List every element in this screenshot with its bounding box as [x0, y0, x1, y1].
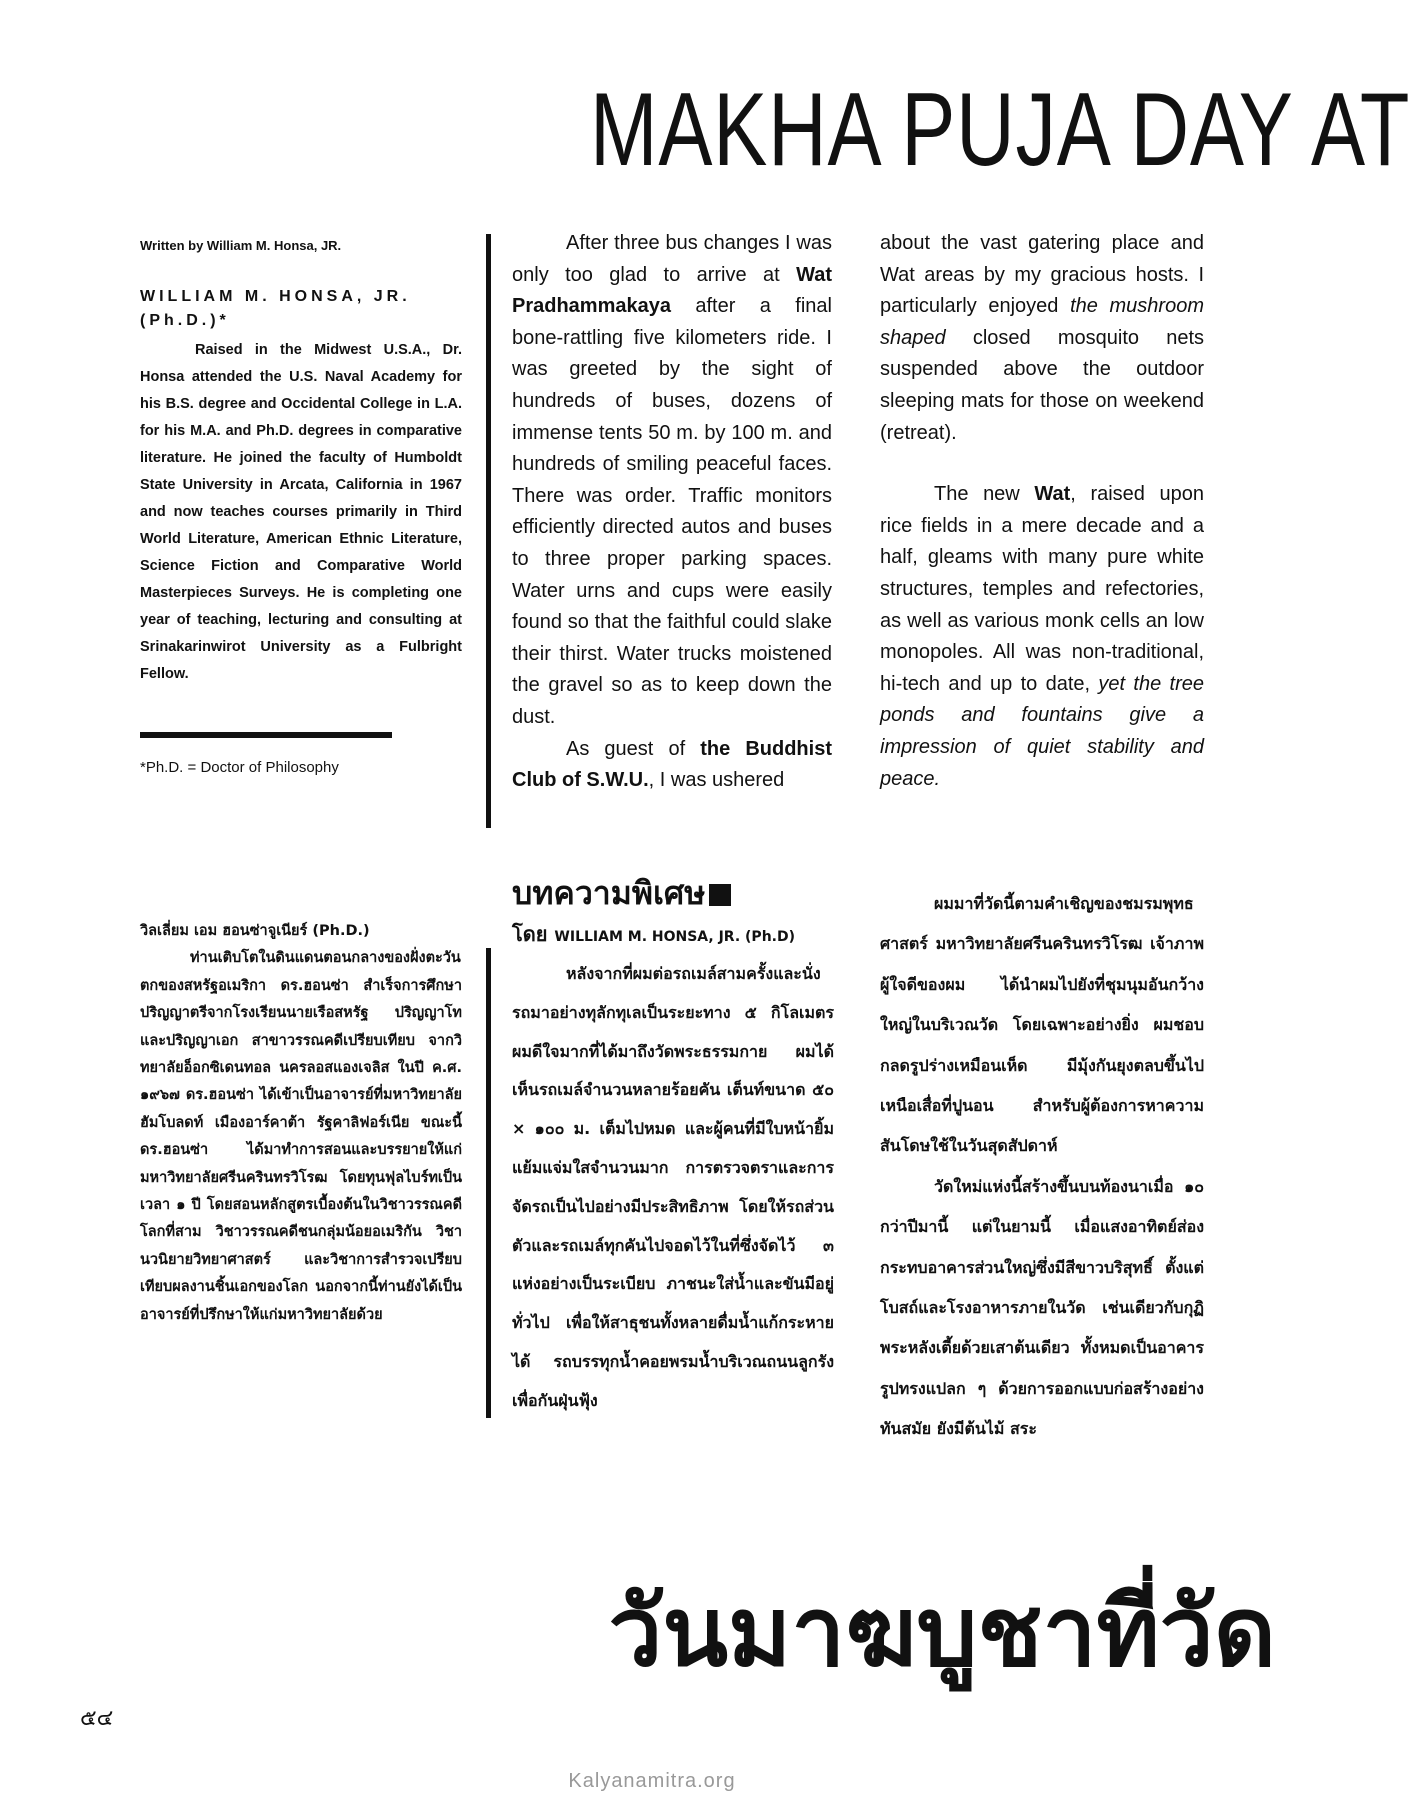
footnote: *Ph.D. = Doctor of Philosophy — [140, 759, 339, 776]
column-rule-english — [486, 234, 491, 828]
paragraph — [880, 479, 1204, 795]
footnote-divider — [140, 732, 392, 738]
paragraph — [512, 734, 832, 797]
article-column-2 — [512, 228, 832, 797]
thai-article-column-3 — [880, 884, 1204, 1450]
by-name: WILLIAM M. HONSA, JR. (Ph.D) — [554, 929, 795, 945]
by-label: โดย — [512, 922, 548, 946]
author-bio: Raised in the Midwest U.S.A., Dr. Honsa attended the U.S. Naval Academy for his B.S. degree and Occidental College in L.A. for his M.A. and Ph.D. degrees in comparative literature. He joined the faculty of Humboldt State University in Arcata, California in 1967 and now teaches courses primarily in Third World Literature, American Ethnic Literature, Science Fiction and Comparative World Masterpieces Surveys. He is completing one year of teaching, lecturing and consulting at Srinakarinwirot University as a Fulbright Fellow. — [140, 342, 462, 682]
special-article-heading — [512, 870, 834, 916]
text-run: , raised upon rice fields in a mere decade and a half, gleams with many pure white structures, temples and refectories, as well as various monk cells an low monopoles. All was non-traditional, hi-tech and up to date, — [880, 483, 1205, 695]
column-rule-thai — [486, 948, 491, 1418]
thai-article-column-2 — [512, 870, 834, 1421]
author-bio-column — [140, 232, 462, 781]
page-title-thai: วันมาฆบูชาที่วัด — [608, 1576, 1276, 1688]
text-run: After three bus changes I was only too glad to arrive at — [512, 232, 832, 286]
club-name: the Buddhist Club of S.W.U. — [512, 737, 832, 792]
text-run: The new — [934, 483, 1035, 506]
thai-bio: ท่านเติบโตในดินแดนตอนกลางของฝั่งตะวันตกของสหรัฐอเมริกา ดร.ฮอนซ่า สำเร็จการศึกษาปริญญาตรีจากโรงเรียนนายเรือสหรัฐ ปริญญาโทและปริญญาเอก สาขาวรรณคดีเปรียบเทียบ จากวิทยาลัยอ็อกซิเดนทอล นครลอสแองเจลิส ในปี ค.ศ. ๑๙๖๗ ดร.ฮอนซ่า ได้เข้าเป็นอาจารย์ที่มหาวิทยาลัยฮัมโบลดท์ เมืองอาร์คาต้า รัฐคาลิฟอร์เนีย ขณะนี้ ดร.ฮอนซ่า ได้มาทำการสอนและบรรยายให้แก่มหาวิทยาลัยศรีนครินทรวิโรฒ โดยทุนฟุลไบร์ทเป็นเวลา ๑ ปี โดยสอนหลักสูตรเบื้องต้นในวิชาวรรณคดีโลกที่สาม วิชาวรรณคดีชนกลุ่มน้อยอเมริกัน วิชานวนิยายวิทยาศาสตร์ และวิชาการสำรวจเปรียบเทียบผลงานชิ้นเอกของโลก นอกจากนี้ท่านยังได้เป็นอาจารย์ที่ปรึกษาให้แก่มหาวิทยาลัยด้วย — [140, 950, 462, 1323]
thai-bio-name: วิลเลี่ยม เอม ฮอนซ่าจูเนียร์ (Ph.D.) — [140, 923, 370, 939]
place-name: Wat Pradhammakaya — [512, 263, 832, 318]
emphasis: yet the tree ponds and fountains give a impression of quiet stability and peace. — [880, 672, 1205, 790]
text-run: As guest of — [566, 737, 701, 760]
paragraph: หลังจากที่ผมต่อรถเมล์สามครั้งและนั่งรถมาอย่างทุลักทุเลเป็นระยะทาง ๕ กิโลเมตร ผมดีใจมากที่ได้มาถึงวัดพระธรรมกาย ผมได้เห็นรถเมล์จำนวนหลายร้อยคัน เต็นท์ขนาด ๕๐ × ๑๐๐ ม. เต็มไปหมด และผู้คนที่มีใบหน้ายิ้มแย้มแจ่มใสจำนวนมาก การตรวจตราและการจัดรถเป็นไปอย่างมีประสิทธิภาพ โดยให้รถส่วนตัวและรถเมล์ทุกคันไปจอดไว้ในที่ซึ่งจัดไว้ ๓ แห่งอย่างเป็นระเบียบ ภาชนะใส่น้ำและขันมีอยู่ทั่วไป เพื่อให้สาธุชนทั้งหลายดื่มน้ำแก้กระหายได้ รถบรรทุกน้ำคอยพรมน้ำบริเวณถนนลูกรังเพื่อกันฝุ่นฟุ้ง — [512, 964, 834, 1410]
paragraph — [880, 228, 1204, 449]
thai-byline — [512, 916, 834, 955]
emphasis-bold: Wat — [1034, 483, 1071, 506]
page-title-english: MAKHA PUJA DAY AT — [590, 72, 1410, 188]
text-run: about the vast gatering place and Wat areas by my gracious hosts. I particularly enjoyed — [880, 232, 1204, 318]
byline: Written by William M. Honsa, JR. — [140, 238, 342, 253]
special-article-label: บทความพิเศษ — [512, 874, 706, 912]
emphasis: the mushroom shaped — [880, 295, 1204, 349]
text-run: , I was ushered — [648, 769, 785, 792]
author-name: WILLIAM M. HONSA, JR. (Ph.D.)* — [140, 288, 411, 329]
paragraph — [512, 228, 832, 734]
text-run: closed mosquito nets suspended above the outdoor sleeping mats for those on weekend (retreat). — [880, 326, 1204, 444]
paragraph: วัดใหม่แห่งนี้สร้างขึ้นบนท้องนาเมื่อ ๑๐ กว่าปีมานี้ แต่ในยามนี้ เมื่อแสงอาทิตย์ส่องกระทบอาคารส่วนใหญ่ซึ่งมีสีขาวบริสุทธิ์ ตั้งแต่โบสถ์และโรงอาหารภายในวัด เช่นเดียวกับกุฏิพระหลังเตี้ยด้วยเสาต้นเดียว ทั้งหมดเป็นอาคารรูปทรงแปลก ๆ ด้วยการออกแบบก่อสร้างอย่างทันสมัย ยังมีต้นไม้ สระ — [880, 1176, 1204, 1439]
square-bullet-icon — [709, 884, 731, 906]
thai-bio-column — [140, 918, 462, 1329]
page-number: ๕๔ — [80, 1706, 114, 1731]
watermark: Kalyanamitra.org — [568, 1770, 736, 1792]
text-run: after a final bone-rattling five kilometers ride. I was greeted by the sight of hundreds of buses, dozens of immense tents 50 m. by 100 m. and hundreds of smiling peaceful faces. There was order. Traffic monitors efficiently directed autos and buses to three proper parking spaces. Water urns and cups were easily found so that the faithful could slake their thirst. Water trucks moistened the gravel so as to keep down the dust. — [512, 295, 832, 728]
article-column-3 — [880, 228, 1204, 795]
paragraph: ผมมาที่วัดนี้ตามคำเชิญของชมรมพุทธศาสตร์ มหาวิทยาลัยศรีนครินทรวิโรฒ เจ้าภาพผู้ใจดีของผม ได้นำผมไปยังที่ชุมนุมอันกว้างใหญ่ในบริเวณวัด โดยเฉพาะอย่างยิ่ง ผมชอบกลดรูปร่างเหมือนเห็ด มีมุ้งกันยุงตลบขึ้นไปเหนือเสื่อที่ปูนอน สำหรับผู้ต้องการหาความสันโดษใช้ในวันสุดสัปดาห์ — [880, 894, 1204, 1156]
